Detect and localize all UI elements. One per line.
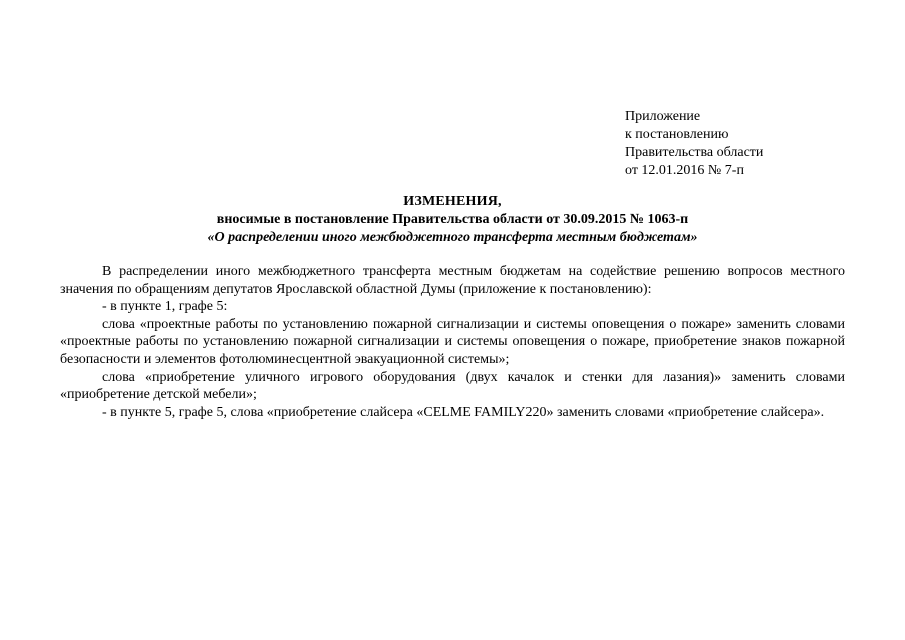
- title-resolution-name: «О распределении иного межбюджетного трансферта местным бюджетам»: [207, 230, 698, 245]
- title-heading: ИЗМЕНЕНИЯ,: [403, 194, 502, 209]
- paragraph: - в пункте 5, графе 5, слова «приобретение слайсера «CELME FAMILY220» заменить словами «приобретение слайсера».: [102, 404, 825, 420]
- paragraph: В распределении иного межбюджетного трансферта местным бюджетам на содействие решению вопросов местного значения по обращениям депутатов Ярославской областной Думы (приложение к постановлению):: [60, 264, 845, 297]
- appendix-line-3: Правительства области: [625, 145, 764, 160]
- appendix-block: [625, 108, 763, 180]
- appendix-line-2: к постановлению: [625, 127, 729, 142]
- paragraph: слова «проектные работы по установлению пожарной сигнализации и системы оповещения о пожаре» заменить словами «проектные работы по установлению пожарной сигнализации и системы оповещения о пожаре, приобретение знаков пожарной безопасности и элементов фотолюминесцентной эвакуационной системы»;: [60, 316, 845, 367]
- paragraph: - в пункте 1, графе 5:: [102, 299, 228, 315]
- title-subheading: вносимые в постановление Правительства области от 30.09.2015 № 1063-п: [216, 212, 689, 227]
- appendix-line-1: Приложение: [625, 109, 701, 124]
- appendix-line-4: от 12.01.2016 № 7-п: [625, 163, 744, 178]
- document-body: [60, 263, 845, 421]
- document-title: [0, 193, 905, 247]
- paragraph: слова «приобретение уличного игрового оборудования (двух качалок и стенки для лазания)» заменить словами «приобретение детской мебели»;: [60, 369, 845, 403]
